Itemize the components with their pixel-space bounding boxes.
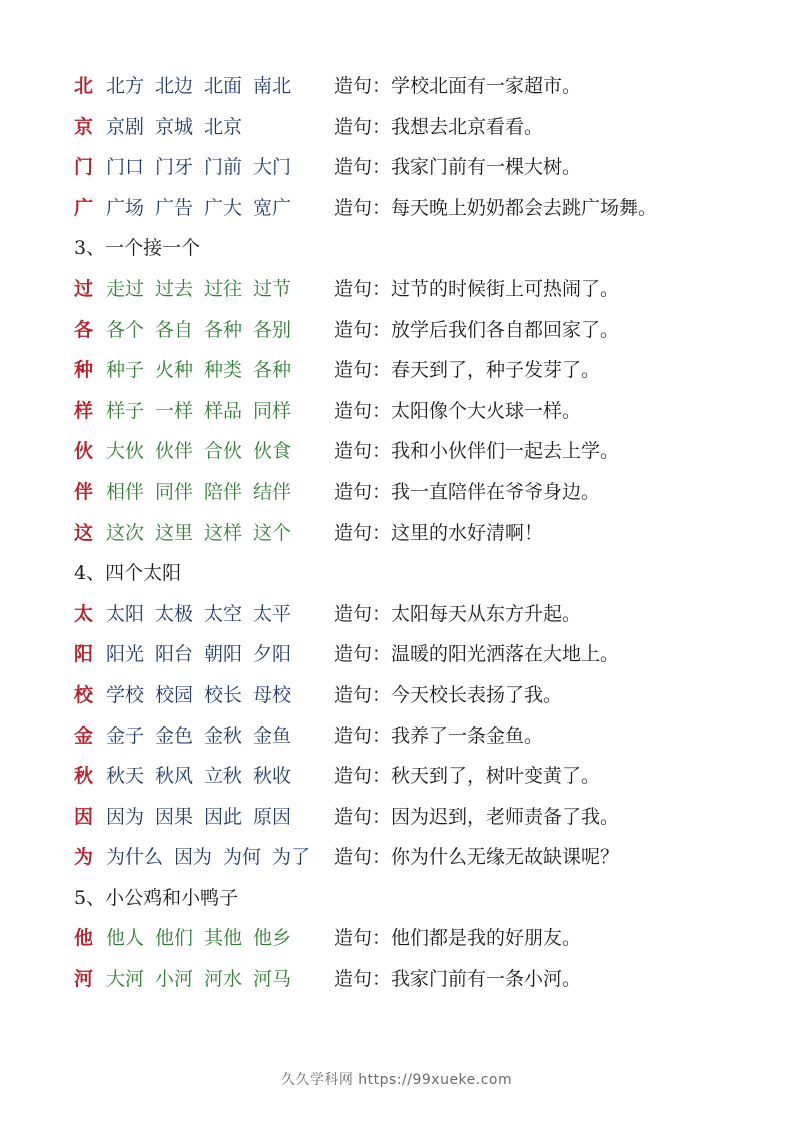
entry-word: 他乡	[253, 927, 292, 950]
entry-word: 大门	[253, 156, 292, 179]
entry-sentence: 造句：这里的水好清啊！	[334, 521, 544, 544]
entry-character: 门	[74, 156, 94, 179]
entry-word: 样子	[106, 399, 145, 422]
entry-words	[106, 188, 332, 229]
entry-row	[74, 391, 754, 432]
entry-sentence: 造句：太阳像个大火球一样。	[334, 399, 582, 422]
entry-character: 广	[74, 196, 94, 219]
entry-word: 金鱼	[253, 724, 292, 747]
entry-row	[74, 959, 754, 1000]
entry-row	[74, 269, 754, 310]
entry-words	[106, 107, 332, 148]
entry-word: 样品	[204, 399, 243, 422]
entry-word: 阳光	[106, 643, 145, 666]
entry-words	[106, 269, 332, 310]
entry-word: 金子	[106, 724, 145, 747]
entry-row	[74, 716, 754, 757]
entry-word: 广告	[155, 196, 194, 219]
entry-word: 阳台	[155, 643, 194, 666]
entry-sentence: 造句：因为迟到，老师责备了我。	[334, 805, 620, 828]
entry-character: 这	[74, 521, 94, 544]
entry-word: 太极	[155, 602, 194, 625]
entry-row	[74, 634, 754, 675]
entry-word: 小河	[155, 968, 194, 991]
entries-group-a	[74, 66, 754, 228]
entry-row	[74, 472, 754, 513]
entry-row	[74, 513, 754, 554]
entry-sentence: 造句：学校北面有一家超市。	[334, 75, 582, 97]
entry-word: 其他	[204, 927, 243, 950]
entry-words	[106, 918, 332, 959]
entry-row	[74, 594, 754, 635]
entry-word: 因果	[155, 805, 194, 828]
entry-sentence: 造句：你为什么无缘无故缺课呢？	[334, 846, 620, 869]
entry-word: 陪伴	[204, 480, 243, 503]
entry-word: 宽广	[253, 196, 292, 219]
entry-row	[74, 310, 754, 351]
entry-words	[106, 837, 332, 878]
entry-character: 京	[74, 115, 94, 138]
entry-sentence: 造句：我一直陪伴在爷爷身边。	[334, 480, 601, 503]
entry-character: 过	[74, 277, 94, 300]
entry-word: 为什么	[106, 846, 164, 869]
entry-sentence: 造句：过节的时候街上可热闹了。	[334, 277, 620, 300]
entry-word: 种类	[204, 359, 243, 382]
entry-word: 这里	[155, 521, 194, 544]
entry-word: 大河	[106, 968, 145, 991]
entry-word: 各自	[155, 318, 194, 341]
entry-word: 过节	[253, 277, 292, 300]
entry-word: 他人	[106, 927, 145, 950]
section-title-4: 4、四个太阳	[74, 562, 182, 585]
entry-word: 走过	[106, 277, 145, 300]
entry-character: 样	[74, 399, 94, 422]
entry-word: 同样	[253, 399, 292, 422]
entry-words	[106, 675, 332, 716]
entry-character: 金	[74, 724, 94, 747]
entry-word: 河马	[253, 968, 292, 991]
entry-words	[106, 716, 332, 757]
entry-word: 结伴	[253, 480, 292, 503]
entry-words	[106, 350, 332, 391]
entry-row	[74, 188, 754, 229]
entry-character: 校	[74, 683, 94, 706]
entry-character: 秋	[74, 765, 94, 788]
entry-character: 北	[74, 75, 94, 97]
entry-word: 同伴	[155, 480, 194, 503]
entry-row	[74, 147, 754, 188]
entry-word: 各种	[204, 318, 243, 341]
entry-character: 各	[74, 318, 94, 341]
entry-word: 校长	[204, 683, 243, 706]
entry-sentence: 造句：我家门前有一条小河。	[334, 968, 582, 991]
entry-words	[106, 431, 332, 472]
entry-sentence: 造句：秋天到了，树叶变黄了。	[334, 765, 601, 788]
section-title-3: 3、一个接一个	[74, 237, 201, 260]
entry-sentence: 造句：春天到了，种子发芽了。	[334, 359, 601, 382]
entry-word: 因此	[204, 805, 243, 828]
entry-row	[74, 756, 754, 797]
entry-word: 各别	[253, 318, 292, 341]
entry-words	[106, 594, 332, 635]
entries-group-b	[74, 269, 754, 553]
content-area	[74, 66, 754, 1000]
entry-word: 京剧	[106, 115, 145, 138]
entry-word: 朝阳	[204, 643, 243, 666]
entry-word: 因为	[174, 846, 213, 869]
entry-sentence: 造句：我和小伙伴们一起去上学。	[334, 440, 620, 463]
entry-word: 校园	[155, 683, 194, 706]
footer-watermark: 久久学科网 https://99xueke.com	[280, 1072, 513, 1088]
entry-word: 他们	[155, 927, 194, 950]
entry-word: 这次	[106, 521, 145, 544]
entries-group-d	[74, 918, 754, 999]
entry-word: 广场	[106, 196, 145, 219]
entry-character: 他	[74, 927, 94, 950]
entry-word: 秋天	[106, 765, 145, 788]
entry-word: 夕阳	[253, 643, 292, 666]
entry-word: 北面	[204, 75, 243, 97]
entry-words	[106, 756, 332, 797]
entry-words	[106, 513, 332, 554]
entry-row	[74, 675, 754, 716]
entry-sentence: 造句：太阳每天从东方升起。	[334, 602, 582, 625]
entry-word: 北京	[204, 115, 243, 138]
entry-word: 为了	[272, 846, 311, 869]
entry-word: 金色	[155, 724, 194, 747]
entry-word: 原因	[253, 805, 292, 828]
entry-words	[106, 472, 332, 513]
entry-character: 阳	[74, 643, 94, 666]
entry-character: 太	[74, 602, 94, 625]
entry-word: 太阳	[106, 602, 145, 625]
entry-sentence: 造句：我想去北京看看。	[334, 115, 544, 138]
entry-word: 广大	[204, 196, 243, 219]
entry-word: 北边	[155, 75, 194, 97]
entry-character: 伙	[74, 440, 94, 463]
entry-sentence: 造句：温暖的阳光洒落在大地上。	[334, 643, 620, 666]
entry-word: 一样	[155, 399, 194, 422]
entry-word: 伙伴	[155, 440, 194, 463]
entry-character: 伴	[74, 480, 94, 503]
entry-word: 这样	[204, 521, 243, 544]
entry-word: 各个	[106, 318, 145, 341]
entry-word: 过去	[155, 277, 194, 300]
entry-sentence: 造句：我家门前有一棵大树。	[334, 156, 582, 179]
entry-sentence: 造句：每天晚上奶奶都会去跳广场舞。	[334, 196, 658, 219]
entry-words	[106, 391, 332, 432]
entry-character: 种	[74, 359, 94, 382]
entry-sentence: 造句：放学后我们各自都回家了。	[334, 318, 620, 341]
entry-word: 火种	[155, 359, 194, 382]
entry-word: 太平	[253, 602, 292, 625]
entry-word: 为何	[223, 846, 262, 869]
entry-word: 门前	[204, 156, 243, 179]
entry-word: 金秋	[204, 724, 243, 747]
entry-word: 门口	[106, 156, 145, 179]
entry-word: 大伙	[106, 440, 145, 463]
entry-word: 种子	[106, 359, 145, 382]
entry-words	[106, 797, 332, 838]
entry-word: 学校	[106, 683, 145, 706]
entry-word: 合伙	[204, 440, 243, 463]
entry-word: 秋收	[253, 765, 292, 788]
entry-row	[74, 66, 754, 107]
entry-word: 过往	[204, 277, 243, 300]
entry-word: 北方	[106, 75, 145, 97]
entry-word: 秋风	[155, 765, 194, 788]
entry-row	[74, 918, 754, 959]
entry-words	[106, 959, 332, 1000]
entry-word: 门牙	[155, 156, 194, 179]
section-title-5: 5、小公鸡和小鸭子	[74, 886, 239, 909]
entry-row	[74, 797, 754, 838]
entry-word: 河水	[204, 968, 243, 991]
entry-word: 太空	[204, 602, 243, 625]
entry-words	[106, 634, 332, 675]
entry-word: 京城	[155, 115, 194, 138]
entries-group-c	[74, 594, 754, 878]
entry-word: 立秋	[204, 765, 243, 788]
entry-word: 母校	[253, 683, 292, 706]
entry-character: 为	[74, 846, 94, 869]
entry-word: 南北	[253, 75, 292, 97]
entry-words	[106, 310, 332, 351]
entry-character: 河	[74, 968, 94, 991]
entry-words	[106, 66, 332, 107]
entry-character: 因	[74, 805, 94, 828]
entry-row	[74, 837, 754, 878]
entry-row	[74, 350, 754, 391]
entry-row	[74, 107, 754, 148]
entry-sentence: 造句：他们都是我的好朋友。	[334, 927, 582, 950]
entry-sentence: 造句：今天校长表扬了我。	[334, 683, 563, 706]
entry-word: 相伴	[106, 480, 145, 503]
entry-word: 这个	[253, 521, 292, 544]
entry-word: 因为	[106, 805, 145, 828]
entry-word: 各种	[253, 359, 292, 382]
entry-row	[74, 431, 754, 472]
entry-word: 伙食	[253, 440, 292, 463]
entry-sentence: 造句：我养了一条金鱼。	[334, 724, 544, 747]
entry-words	[106, 147, 332, 188]
